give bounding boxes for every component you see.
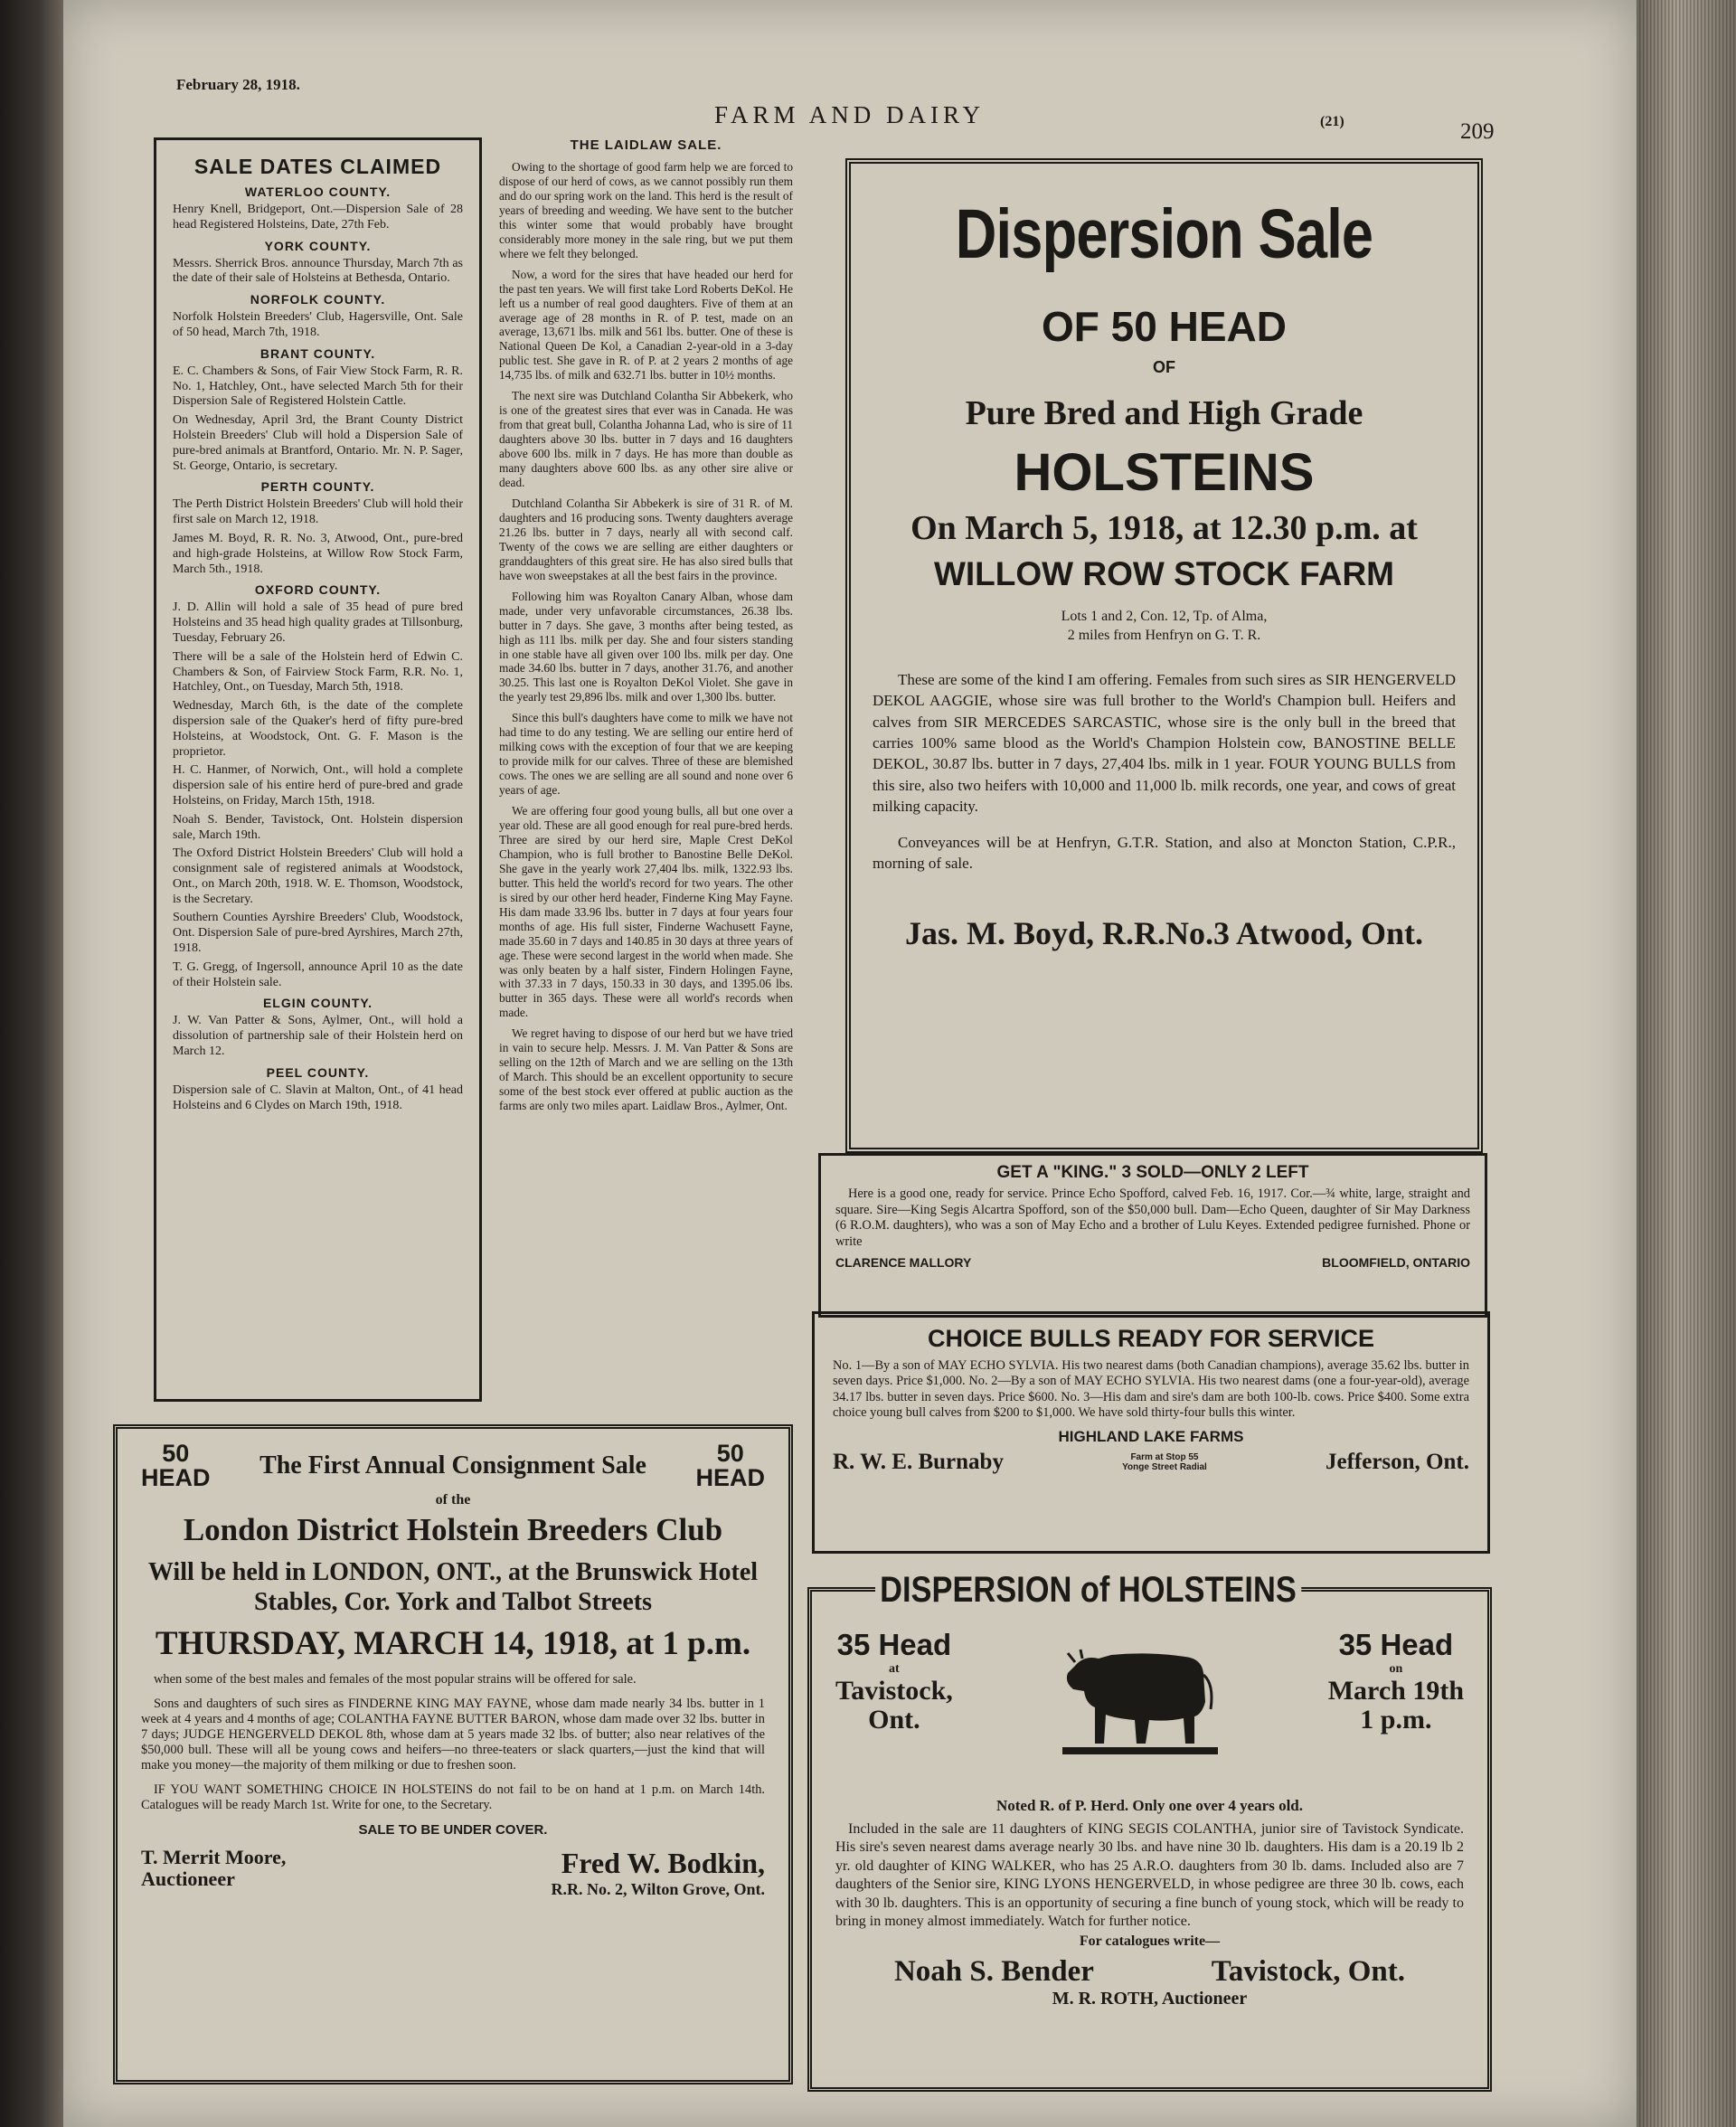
bulls-ad-body: No. 1—By a son of MAY ECHO SYLVIA. His two nearest dams (both Canadian champions), average 35.62 lbs. butter in seven days. Price $1,000. No. 2—By a son of MAY ECHO SYLVIA. His two nearest dams (one a four-year-old), average 34.17 lbs. butter in seven days. Price $600. No. 3—His dam and sire's dam are both 100-lb. cows. Price $400. Some extra choice young bull calves from $200 to $1,000. We have sold thirty-four bulls this winter.	[833, 1358, 1469, 1420]
article-title: THE LAIDLAW SALE.	[570, 137, 722, 153]
london-auctioneer	[141, 1847, 286, 1899]
bulls-ad-name: R. W. E. Burnaby	[833, 1450, 1004, 1475]
article-paragraph: Following him was Royalton Canary Alban, whose dam made, under very unfavorable circumstances, 26.38 lbs. butter in 7 days. She gave, 3 months after being tested, as high as 111 lbs. milk per day. She and four sisters standing in one stable have all given over 100 lbs. milk per day. One made 34.60 lbs. butter in 7 days, another 31.76, and another 30.25. This last one is Royalton DeKol Violet. She gave in the yearly test 29,896 lbs. milk and over 1,300 lbs. butter.	[499, 589, 793, 704]
london-head-right	[695, 1442, 765, 1490]
ad-conveyances: Conveyances will be at Henfryn, G.T.R. Station, and also at Moncton Station, C.P.R., morning of sale.	[873, 833, 1456, 873]
london-body-3: IF YOU WANT SOMETHING CHOICE IN HOLSTEINS do not fail to be on hand at 1 p.m. on March 14th. Catalogues will be ready March 1st. Write for one, to the Secretary.	[141, 1782, 765, 1812]
bulls-ad-stop	[1122, 1452, 1207, 1472]
cow-illustration	[1059, 1628, 1222, 1763]
ad-headline: Dispersion Sale	[955, 195, 1373, 273]
london-consignment-ad	[113, 1424, 793, 2084]
sale-entry: There will be a sale of the Holstein herd of Edwin C. Chambers & Son, of Fairview Stock Farm, R.R. No. 1, Hatchley, Ont., on Tuesday, March 5th, 1918.	[173, 649, 463, 695]
auctioneer-name: T. Merrit Moore,	[141, 1845, 287, 1868]
head-count-left: 50	[162, 1440, 190, 1467]
masthead-title: FARM AND DAIRY	[714, 101, 986, 128]
london-footer	[141, 1847, 765, 1899]
king-ad-place: BLOOMFIELD, ONTARIO	[1322, 1255, 1470, 1271]
head-label-right: HEAD	[695, 1464, 765, 1491]
tav-right-time: 1 p.m.	[1360, 1704, 1432, 1735]
tav-right-head: 35 Head	[1338, 1628, 1454, 1661]
london-cover: SALE TO BE UNDER COVER.	[358, 1821, 548, 1838]
county-heading: WATERLOO COUNTY.	[244, 184, 392, 199]
bulls-ad-farm: HIGHLAND LAKE FARMS	[1058, 1428, 1244, 1446]
london-when: THURSDAY, MARCH 14, 1918, at 1 p.m.	[155, 1625, 751, 1663]
tav-right	[1328, 1628, 1464, 1734]
ad-farm: WILLOW ROW STOCK FARM	[933, 555, 1395, 592]
london-club-name: London District Holstein Breeders Club	[183, 1512, 723, 1547]
article-paragraph: Owing to the shortage of good farm help we are forced to dispose of our herd of cows, as we cannot possibly run them and do our spring work on the land. This herd is the result of years of breeding and weeding. We have sent to the butcher this winter some that would probably have brought considerably more money in the sale ring, but we put them where we felt they belonged.	[499, 160, 793, 260]
article-paragraph: The next sire was Dutchland Colantha Sir Abbekerk, who is one of the greatest sires that ever was in Canada. He was from that great bull, Colantha Johanna Lad, who is sire of 11 daughters above 30 lbs. butter in 7 days and 16 daughters above 600 lbs. milk in 7 days. He has more than double as many daughters above 600 lbs. as any other sire alive or dead.	[499, 389, 793, 490]
bulls-ad-stop-1: Farm at Stop 55	[1130, 1452, 1199, 1463]
county-heading: YORK COUNTY.	[264, 238, 372, 253]
auctioneer-role: Auctioneer	[141, 1867, 235, 1891]
king-ad-title: GET A "KING." 3 SOLD—ONLY 2 LEFT	[996, 1163, 1309, 1182]
issue-date: February 28, 1918.	[176, 76, 300, 93]
ad-breed-line: Pure Bred and High Grade	[965, 394, 1363, 432]
article-paragraph: Now, a word for the sires that have headed our herd for the past ten years. We will first take Lord Roberts DeKol. He left us a number of real good daughters. Five of them at an average age of 28 months in R. of P. test, made on an average, 13,671 lbs. milk and 561 lbs. butter. One of these is National Queen De Kol, a Canadian 2-year-old in a 3-day public test. She gave in R. of P. at 2 years 2 months of age 14,735 lbs. of milk and 632.71 lbs. butter in 10½ months.	[499, 267, 793, 383]
tavistock-dispersion-ad	[807, 1570, 1492, 2092]
tav-right-on: on	[1389, 1662, 1403, 1676]
county-heading: BRANT COUNTY.	[259, 345, 376, 361]
london-body-2: Sons and daughters of such sires as FINDERNE KING MAY FAYNE, whose dam made nearly 34 lbs. butter in 1 week at 4 years and 4 months of age; COLANTHA FAYNE BUTTER BARON, whose dam made over 32 lbs. butter in 7 days; JUDGE HENGERVELD DEKOL 8th, whose dam at 5 years made 32 lbs. of butter; also near relatives of the $50,000 bull. These will all be young cows and heifers—no three-teaters or slack quarters,—just the kind that will make you money—the majority of them milking or due to freshen soon.	[141, 1697, 765, 1772]
page-header	[113, 71, 1632, 144]
sale-entry: The Perth District Holstein Breeders' Club will hold their first sale on March 12, 1918.	[173, 497, 463, 527]
tav-right-date: March 19th	[1327, 1676, 1464, 1706]
sale-entry: Wednesday, March 6th, is the date of the complete dispersion sale of the Quaker's herd of fifty pure-bred Holsteins, at Woodstock, Ont. G. F. Mason is the proprietor.	[173, 699, 463, 759]
sale-dates-column	[154, 137, 482, 1402]
get-a-king-ad	[818, 1153, 1487, 1318]
london-body-1: when some of the best males and females of the most popular strains will be offered for sale.	[154, 1672, 637, 1687]
tav-body: Included in the sale are 11 daughters of KING SEGIS COLANTHA, junior sire of Tavistock Syndicate. His sire's seven nearest dams average nearly 30 lbs. and have nine 30 lb. daughters. His dam is a 20.19 lb 2 yr. old daughter of KING WALKER, who has 25 A.R.O. daughters from 30 lb. dams. Included also are 7 daughters of the Senior sire, KING LYONS HENGERVELD, in whose pedigree are three 30 lb. cows, each with 30 lb. daughters. This is an opportunity of securing a fine bunch of young stock, which will be ready to bring in money almost immediately. Watch for further notice.	[835, 1821, 1464, 1930]
london-where: Will be held in LONDON, ONT., at the Brunswick Hotel Stables, Cor. York and Talbot Streets	[147, 1558, 759, 1617]
ad-of: OF	[1153, 358, 1175, 376]
article-paragraph: Dutchland Colantha Sir Abbekerk is sire of 31 R. of M. daughters and 16 producing sons. Twenty daughters average 21.26 lbs. butter in 7 days, nearly all with second calf. Twenty of the cows we are selling are either daughters or granddaughters of this great sire. He has also sired bulls that have won sweepstakes at all the best fairs in the province.	[499, 496, 793, 582]
county-heading: NORFOLK COUNTY.	[250, 292, 386, 307]
ad-date: On March 5, 1918, at 12.30 p.m. at	[910, 509, 1418, 547]
tav-left-at: at	[889, 1662, 900, 1676]
sale-entry: James M. Boyd, R. R. No. 3, Atwood, Ont., pure-bred and high-grade Holsteins, at Willow Row Stock Farm, March 5th., 1918.	[173, 531, 463, 576]
ad-signature: Jas. M. Boyd, R.R.No.3 Atwood, Ont.	[904, 914, 1424, 951]
tav-catalogues: For catalogues write—	[1079, 1933, 1221, 1949]
sale-entry: Southern Counties Ayrshire Breeders' Club, Woodstock, Ont. Dispersion Sale of pure-bred Ayrshires, March 27th, 1918.	[173, 911, 463, 956]
tav-noted: Noted R. of P. Herd. Only one over 4 years old.	[995, 1797, 1304, 1814]
secretary-name: Fred W. Bodkin,	[561, 1846, 765, 1879]
page-number: 209	[1460, 119, 1495, 144]
bulls-ad-stop-2: Yonge Street Radial	[1122, 1462, 1207, 1473]
tav-left	[835, 1628, 953, 1734]
secretary-address: R.R. No. 2, Wilton Grove, Ont.	[551, 1879, 765, 1898]
county-heading: ELGIN COUNTY.	[262, 996, 373, 1011]
king-ad-footer	[835, 1255, 1470, 1270]
book-binding	[0, 0, 63, 2127]
article-paragraph: We are offering four good young bulls, all but one over a year old. These are all good enough for real pure-bred herds. Three are sired by our herd sire, Maple Crest DeKol Champion, who is full brother to Banostine Belle DeKol. She gave in the yearly work 27,404 lbs. milk, 1322.93 lbs. butter. This held the world's record for two years. The other is sired by our other herd header, Finderne King May Fayne. His dam made 33.96 lbs. butter in 7 days at four years four months of age. His full sister, Finderne Wachusett Fayne, made 35.60 in 7 days and 140.85 in 30 days at three years of age. These were second largest in the world when made. She was only beaten by a half sister, Findern Holingen Fayne, with 37.33 in 7 days, 150.33 in 30 days, and 1395.06 lbs. butter in 365 days. These were all world's records when made.	[499, 804, 793, 1020]
tav-left-place-1: Tavistock,	[835, 1676, 953, 1706]
sale-entry: Dispersion sale of C. Slavin at Malton, Ont., of 41 head Holsteins and 6 Clydes on March 19th, 1918.	[173, 1082, 463, 1112]
sale-entry: Messrs. Sherrick Bros. announce Thursday, March 7th as the date of their sale of Holsteins at Bethesda, Ontario.	[173, 256, 463, 286]
dispersion-sale-ad	[845, 158, 1483, 1153]
article-paragraph: We regret having to dispose of our herd but we have tried in vain to secure help. Messrs. J. M. Van Patter & Sons are selling on the 12th of March and we are selling on the 13th of March. This should be an excellent opportunity to secure some of the best stock ever offered at public auction as the farms are only two miles apart. Laidlaw Bros., Aylmer, Ont.	[499, 1026, 793, 1113]
issue-page-number: (21)	[1320, 114, 1344, 129]
county-heading: PERTH COUNTY.	[260, 479, 375, 495]
page-stack-edge	[1637, 0, 1736, 2127]
head-count-right: 50	[716, 1440, 744, 1467]
tav-footer	[835, 1955, 1464, 1989]
sale-dates-list	[173, 184, 463, 1113]
sale-entry: E. C. Chambers & Sons, of Fair View Stock Farm, R. R. No. 1, Hatchley, Ont., have selected March 5th for their Dispersion Sale of Registered Holstein Cattle.	[173, 364, 463, 409]
head-label-left: HEAD	[141, 1464, 211, 1491]
sale-entry: J. D. Allin will hold a sale of 35 head of pure bred Holsteins and 35 head high quality grades at Tillsonburg, Tuesday, February 26.	[173, 600, 463, 645]
sale-dates-title: SALE DATES CLAIMED	[193, 155, 442, 178]
ad-head-count: OF 50 HEAD	[1042, 303, 1287, 350]
county-heading: OXFORD COUNTY.	[254, 582, 382, 598]
article-body	[499, 160, 793, 1113]
sale-entry: On Wednesday, April 3rd, the Brant County District Holstein Breeders' Club will hold a Dispersion Sale of pure-bred animals at Brantford, Ontario. Mr. N. P. Sager, St. George, Ontario, is secretary.	[173, 413, 463, 473]
sale-entry: H. C. Hanmer, of Norwich, Ont., will hold a complete dispersion sale of his entire herd of pure-bred and grade Holsteins, on Friday, March 15th, 1918.	[173, 763, 463, 808]
ad-location-line-2: 2 miles from Henfryn on G. T. R.	[1067, 627, 1261, 643]
sale-entry: T. G. Gregg, of Ingersoll, announce April 10 as the date of their Holstein sale.	[173, 960, 463, 989]
tav-name: Noah S. Bender	[893, 1954, 1094, 1988]
london-secretary	[551, 1847, 765, 1899]
bulls-ad-footer	[833, 1450, 1469, 1475]
laidlaw-article	[499, 137, 793, 1399]
sale-entry: Noah S. Bender, Tavistock, Ont. Holstein dispersion sale, March 19th.	[173, 812, 463, 842]
ad-body: These are some of the kind I am offering. Females from such sires as SIR HENGERVELD DEKOL AAGGIE, whose sire was full brother to the World's Champion bull. Heifers and calves from SIR MERCEDES SARCASTIC, whose sire is the only bull in the breed that carries 100% same blood as the World's Champion Holstein cow, BANOSTINE BELLE DEKOL, 30.87 lbs. butter in 7 days, 27,404 lbs. milk in 1 year. FOUR YOUNG BULLS from this sire, also two heifers with 10,000 and 11,000 lb. milk records, one year, and cows of great milking capacity.	[873, 670, 1456, 816]
sale-entry: The Oxford District Holstein Breeders' Club will hold a consignment sale of registered animals at Woodstock, Ont., on March 20th, 1918. W. E. Thomson, Woodstock, is the Secretary.	[173, 846, 463, 906]
choice-bulls-ad	[812, 1311, 1490, 1554]
sale-entry: J. W. Van Patter & Sons, Aylmer, Ont., will hold a dissolution of partnership sale of their Holstein herd on March 12.	[173, 1014, 463, 1059]
london-ad-title: The First Annual Consignment Sale	[259, 1451, 646, 1479]
tav-ad-header-row	[835, 1628, 1464, 1804]
bulls-ad-title: CHOICE BULLS READY FOR SERVICE	[927, 1325, 1375, 1352]
ad-location-line-1: Lots 1 and 2, Con. 12, Tp. of Alma,	[1061, 609, 1268, 624]
sale-entry: Henry Knell, Bridgeport, Ont.—Dispersion Sale of 28 head Registered Holsteins, Date, 27th Feb.	[173, 203, 463, 232]
london-of-the: of the	[435, 1492, 471, 1508]
bulls-ad-place: Jefferson, Ont.	[1325, 1450, 1469, 1475]
king-ad-name: CLARENCE MALLORY	[835, 1255, 972, 1271]
county-heading: PEEL COUNTY.	[266, 1064, 370, 1080]
tav-ad-title: DISPERSION of HOLSTEINS	[875, 1570, 1301, 1611]
article-paragraph: Since this bull's daughters have come to milk we have not had time to do any testing. We are selling our entire herd of milking cows with the exception of four that we are keeping to provide milk for our calves. Three of these are blemished cows. The ones we are selling are all sound and none over 6 years of age.	[499, 711, 793, 798]
tav-left-place-2: Ont.	[868, 1704, 920, 1735]
sale-entry: Norfolk Holstein Breeders' Club, Hagersville, Ont. Sale of 50 head, March 7th, 1918.	[173, 310, 463, 339]
tav-left-head: 35 Head	[836, 1628, 952, 1661]
ad-location	[873, 608, 1456, 646]
london-head-left	[141, 1442, 211, 1490]
london-ad-top	[141, 1442, 765, 1490]
king-ad-body: Here is a good one, ready for service. Prince Echo Spofford, calved Feb. 16, 1917. Cor.—¾ white, large, straight and square. Sire—King Segis Alcartra Spofford, son of the $50,000 bull. Dam—Echo Queen, daughter of Sir May Darkness (6 R.O.M. daughters), who was a son of May Echo and a brother of Lulu Keyes. Extended pedigree furnished. Phone or write	[835, 1186, 1470, 1249]
ad-breed: HOLSTEINS	[1014, 443, 1315, 502]
tav-place: Tavistock, Ont.	[1211, 1954, 1406, 1988]
tav-auctioneer: M. R. ROTH, Auctioneer	[1052, 1988, 1248, 2009]
